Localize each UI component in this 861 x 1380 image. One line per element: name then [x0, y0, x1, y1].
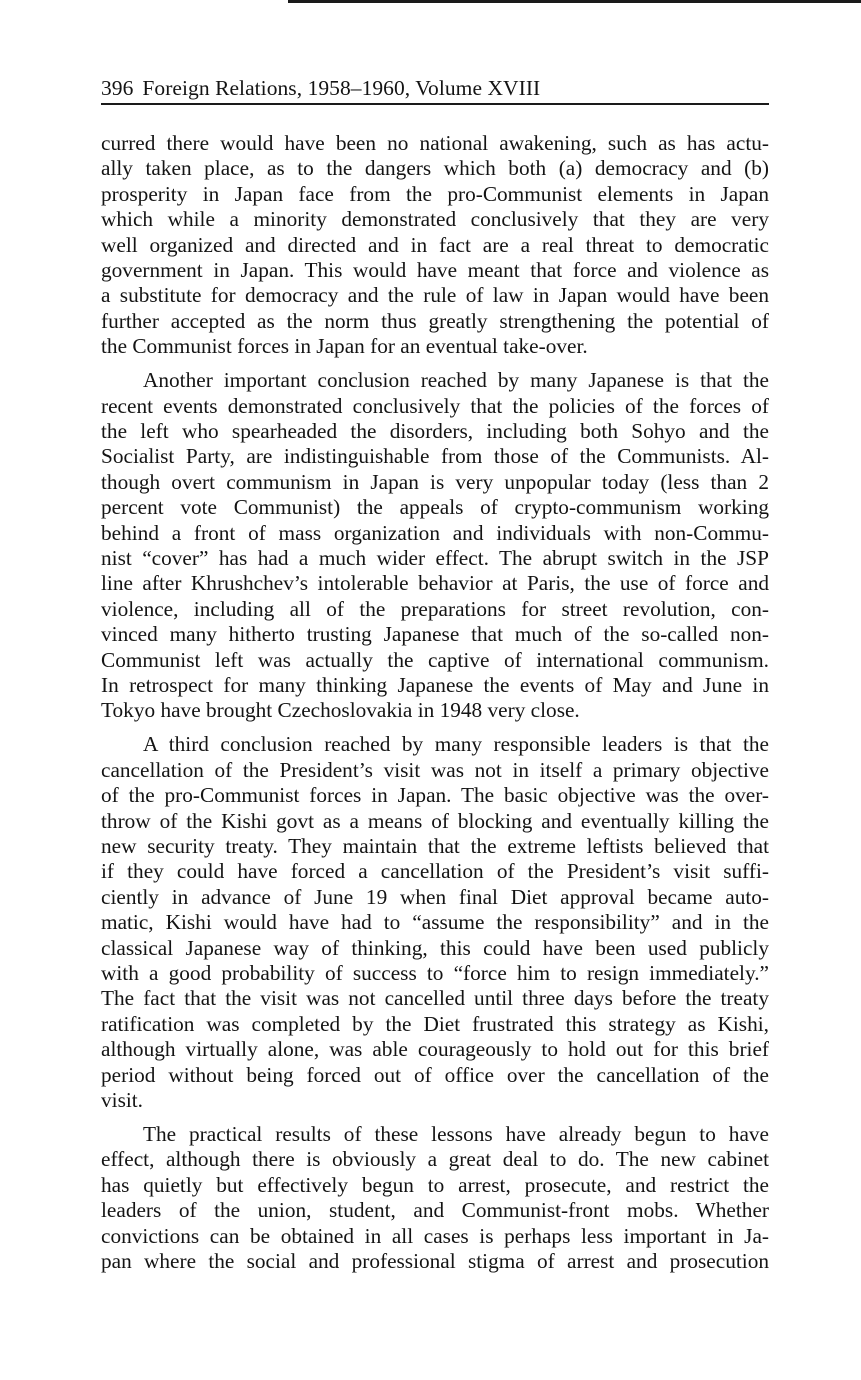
text-line: new security treaty. They maintain that the extreme leftists believed that: [101, 833, 769, 858]
text-line: The fact that the visit was not cancelled until three days before the treaty: [101, 986, 769, 1011]
text-line: behind a front of mass organization and individuals with non-Commu-: [101, 520, 769, 545]
text-line: though overt communism in Japan is very unpopular today (less than 2: [101, 469, 769, 494]
text-line: matic, Kishi would have had to “assume the responsibility” and in the: [101, 910, 769, 935]
paragraph-2: [101, 368, 769, 724]
text-line: ciently in advance of June 19 when final Diet approval became auto-: [101, 884, 769, 909]
text-line: recent events demonstrated conclusively that the policies of the forces of: [101, 393, 769, 418]
text-line: ally taken place, as to the dangers which both (a) democracy and (b): [101, 156, 769, 181]
text-line: throw of the Kishi govt as a means of blocking and eventually killing the: [101, 808, 769, 833]
page-number: 396: [101, 76, 134, 100]
text-line: vinced many hitherto trusting Japanese that much of the so-called non-: [101, 622, 769, 647]
text-line: if they could have forced a cancellation of the President’s visit suffi-: [101, 859, 769, 884]
text-line: Communist left was actually the captive of international communism.: [101, 647, 769, 672]
text-line: classical Japanese way of thinking, this could have been used publicly: [101, 935, 769, 960]
text-line: prosperity in Japan face from the pro-Communist elements in Japan: [101, 181, 769, 206]
text-line: the left who spearheaded the disorders, including both Sohyo and the: [101, 418, 769, 443]
text-line: violence, including all of the preparations for street revolution, con-: [101, 596, 769, 621]
text-line: of the pro-Communist forces in Japan. The basic objective was the over-: [101, 783, 769, 808]
text-line: period without being forced out of office over the cancellation of the: [101, 1062, 769, 1087]
text-line: the Communist forces in Japan for an eventual take-over.: [101, 334, 588, 359]
text-line: Tokyo have brought Czechoslovakia in 1948 very close.: [101, 698, 580, 723]
text-line: ratification was completed by the Diet frustrated this strategy as Kishi,: [101, 1011, 769, 1036]
text-line: government in Japan. This would have meant that force and violence as: [101, 258, 769, 283]
running-header: [101, 74, 769, 102]
text-line: effect, although there is obviously a great deal to do. The new cabinet: [101, 1147, 769, 1172]
text-line: Socialist Party, are indistinguishable from those of the Communists. Al-: [101, 444, 769, 469]
text-line: curred there would have been no national awakening, such as has actu-: [101, 131, 769, 155]
header-rule: [101, 103, 769, 105]
text-line: Another important conclusion reached by many Japanese is that the: [143, 368, 769, 393]
text-line: which while a minority demonstrated conclusively that they are very: [101, 207, 769, 232]
text-line: cancellation of the President’s visit was not in itself a primary objective: [101, 757, 769, 782]
body-text: [101, 131, 769, 1283]
text-line: leaders of the union, student, and Communist-front mobs. Whether: [101, 1198, 769, 1223]
text-line: percent vote Communist) the appeals of crypto-communism working: [101, 495, 769, 520]
paragraph-1: [101, 131, 769, 360]
text-line: convictions can be obtained in all cases is perhaps less important in Ja-: [101, 1223, 769, 1248]
top-edge-rule: [288, 0, 861, 3]
text-line: nist “cover” has had a much wider effect. The abrupt switch in the JSP: [101, 546, 769, 570]
paragraph-4: [101, 1122, 769, 1274]
text-line: a substitute for democracy and the rule of law in Japan would have been: [101, 283, 769, 308]
text-line: A third conclusion reached by many responsible leaders is that the: [143, 732, 769, 757]
text-line: In retrospect for many thinking Japanese the events of May and June in: [101, 673, 769, 698]
text-line: although virtually alone, was able courageously to hold out for this brief: [101, 1037, 769, 1062]
text-line: well organized and directed and in fact are a real threat to democratic: [101, 232, 769, 257]
text-line: further accepted as the norm thus greatly strengthening the potential of: [101, 308, 769, 333]
text-line: pan where the social and professional stigma of arrest and prosecution: [101, 1248, 769, 1273]
paragraph-3: [101, 732, 769, 1113]
text-line: visit.: [101, 1088, 144, 1113]
running-title: Foreign Relations, 1958–1960, Volume XVIII: [142, 76, 541, 100]
text-line: The practical results of these lessons have already begun to have: [143, 1121, 769, 1146]
text-line: line after Khrushchev’s intolerable behavior at Paris, the use of force and: [101, 571, 769, 596]
text-line: has quietly but effectively begun to arrest, prosecute, and restrict the: [101, 1172, 769, 1197]
text-line: with a good probability of success to “force him to resign immediately.”: [101, 961, 769, 985]
